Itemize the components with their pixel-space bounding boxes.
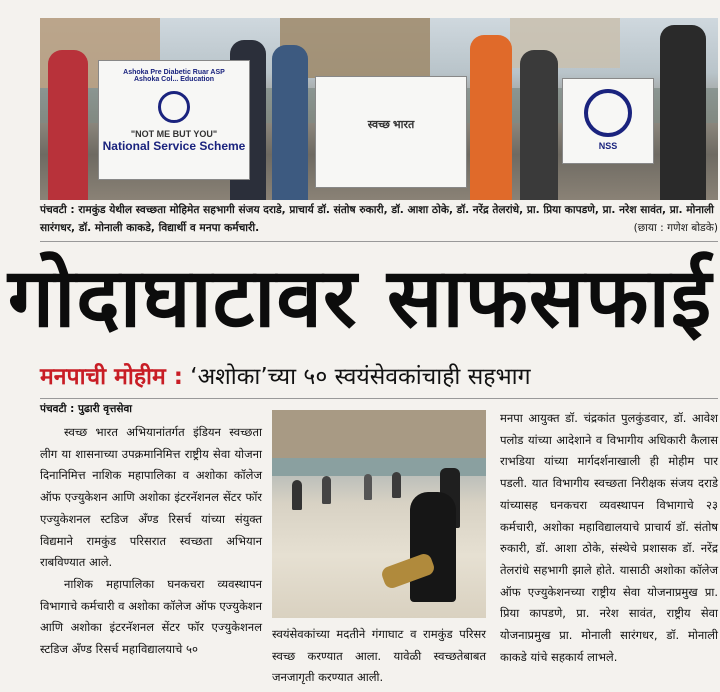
group-photo: [40, 18, 718, 200]
photo-credit: (छाया : गणेश बोडके): [633, 222, 718, 234]
paragraph: स्वच्छ भारत अभियानांतर्गत इंडियन स्वच्छता लीग या शासनाच्या उपक्रमानिमित्त राष्ट्रीय सेवा योजना दिनानिमित्त नाशिक महापालिका व अशोका कॉलेज ऑफ एज्युकेशन आणि अशोका इंटरनॅशनल सेंटर फॉर एज्युकेशनल स्टडिज अँण्ड रिसर्च यांच्या संयुक्त विद्यमाने रामकुंड परिसरात स्वच्छता अभियान राबविण्यात आले.: [40, 425, 262, 570]
banner-text: Ashoka Col... Education: [133, 76, 215, 83]
person-sweeping: [410, 492, 456, 602]
banner-text: Ashoka Pre Diabetic Ruar ASP: [123, 69, 225, 76]
person: [272, 45, 308, 200]
byline: पंचवटी : पुढारी वृत्तसेवा: [40, 403, 133, 415]
person: [520, 50, 558, 200]
person: [660, 25, 706, 200]
person: [392, 472, 401, 498]
nss-banner-right: [562, 78, 654, 164]
photo-caption: [40, 201, 718, 239]
caption-text: पंचवटी : रामकुंड येथील स्वच्छता मोहिमेत सहभागी संजय दराडे, प्राचार्य डॉ. संतोष रुकारी, डॉ. आशा ठोके, डॉ. नरेंद्र तेलरांधे, प्रा. प्रिया कापडणे, प्रा. नरेश सावंत, प्रा. मोनाली सारंगधर, डॉ. मोनाली काकडे, विद्यार्थी व मनपा कर्मचारी.: [40, 204, 714, 234]
swachh-banner: [315, 76, 467, 188]
subhead-kicker: मनपाची मोहीम :: [40, 364, 183, 390]
nss-wheel-icon: [584, 89, 632, 137]
banner-quote: "NOT ME BUT YOU": [130, 129, 218, 139]
person: [364, 474, 372, 500]
headline: गोदाघाटावर साफसफाई: [7, 251, 713, 346]
nss-banner-left: [98, 60, 250, 180]
nss-logo-icon: [158, 91, 190, 123]
subhead-text: ‘अशोका’च्या ५० स्वयंसेवकांचाही सहभाग: [190, 364, 531, 390]
person: [470, 35, 512, 200]
subheadline: [40, 359, 718, 395]
cleaning-photo: [272, 410, 486, 618]
ghat-buildings: [272, 410, 486, 458]
article-column-1: [40, 422, 262, 661]
person: [292, 480, 302, 510]
divider: [40, 241, 718, 242]
person: [48, 50, 88, 200]
paragraph: मनपा आयुक्त डॉ. चंद्रकांत पुलकुंडवार, डॉ. आवेश पलोड यांच्या आदेशाने व विभागीय अधिकारी कैलास राभडिया यांच्या मार्गदर्शनाखाली ही मोहीम पार पडली. यात विभागीय स्वच्छता निरीक्षक संजय दराडे यांच्यासह घनकचरा व्यवस्थापन विभागाचे २३ कर्मचारी, अशोका महाविद्यालयाचे प्राचार्य डॉ. संतोष रुकारी, डॉ. आशा ठोके, संस्थेचे प्रशासक डॉ. नरेंद्र तेलरांधे सहभागी झाले होते. यासाठी अशोका कॉलेज ऑफ एज्युकेशनच्या राष्ट्रीय सेवा योजनाप्रमुख प्रा. प्रिया कापडणे, प्रा. नरेश सावंत, राष्ट्रीय सेवा योजनाप्रमुख प्रा. मोनाली सारंगधर, डॉ. मोनाली काकडे यांचे सहकार्य लाभले.: [500, 411, 718, 664]
paragraph: नाशिक महापालिका घनकचरा व्यवस्थापन विभागाचे कर्मचारी व अशोका कॉलेज ऑफ एज्युकेशन आणि अशोका इंटरनॅशनल सेंटर फॉर एज्युकेशनल स्टडिज अँण्ड रिसर्च महाविद्यालयाचे ५०: [40, 576, 262, 657]
banner-text: NSS: [598, 141, 618, 151]
article-column-2: स्वयंसेवकांच्या मदतीने गंगाघाट व रामकुंड परिसर स्वच्छ करण्यात आला. यावेळी स्वच्छतेबाबत जनजागृती करण्यात आली.: [272, 627, 486, 685]
banner-nss-label: National Service Scheme: [102, 139, 246, 153]
article-column-3: [500, 408, 718, 668]
banner-text: स्वच्छ भारत: [367, 119, 415, 131]
person: [322, 476, 331, 504]
divider: [40, 398, 718, 399]
